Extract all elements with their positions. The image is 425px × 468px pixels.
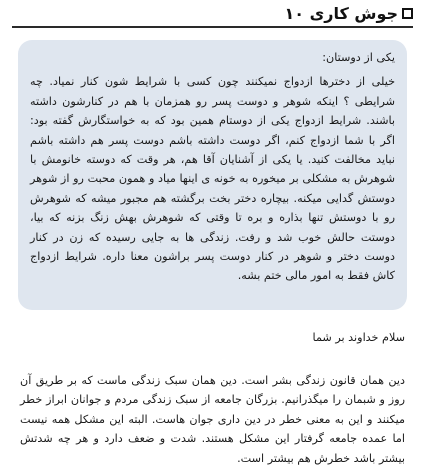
quote-body: خیلی از دخترها ازدواج نمیکنند چون کسی با شرایط شون کنار نمیاد. چه شرایطی ؟ اینکه شوهر و دوست پسر رو همزمان با هم در کنارشون داشته باشند. شرایط ازدواج یکی از دوستام همین بود که به خواستگارش گفته بود: اگر با شما ازدواج کنم، اگر دوست داشته باشم دوست پسر هم داشته باشم نباید مخالفت کنید. یا یکی از آشنایان آقا هم، هر وقت که دوسته خانومش با شوهرش به مشکلی بر میخوره به خونه ی اینها میاد و همون محبت رو از شوهر دوستش گدایی میکنه. بیچاره دختر بخت برگشته هم مجبور میشه که شوهرش رو با دوستش تنها بذاره و بره تا وقتی که شوهرش بهش زنگ بزنه که بیا، دوستت حالش خوب شد و رفت. زندگی ها به جایی رسیده که زن در کنار دوست دختر و شوهر در کنار دوست پسر براشون معنا داره. شرایط ازدواج کاش فقط به امور مالی ختم بشه.	[30, 75, 395, 283]
section-header	[12, 0, 413, 30]
checkbox-icon	[402, 8, 413, 19]
section-title-text: جوش کاری ۱۰	[284, 3, 398, 23]
reply-body: دین همان قانون زندگی بشر است. دین همان سبک زندگی ماست که بر طریق آن روز و شبمان را میگذرانیم. بزرگان جامعه از سبک زندگی مردم و جوانان ابراز خطر میکنند و این به معنی خطر در دین داری جوان هاست. البته این مشکل همه نیست اما عمده جامعه گرفتار این مشکل هستند. شدت و ضعف دارد و هر چه شدتش بیشتر باشد خطرش هم بیشتر است.	[20, 374, 405, 465]
quote-greeting: یکی از دوستان:	[322, 51, 395, 64]
reply-salutation: سلام خداوند بر شما	[312, 331, 405, 344]
header-underline	[12, 26, 413, 28]
quoted-message-box	[18, 40, 407, 310]
section-title	[285, 4, 414, 27]
